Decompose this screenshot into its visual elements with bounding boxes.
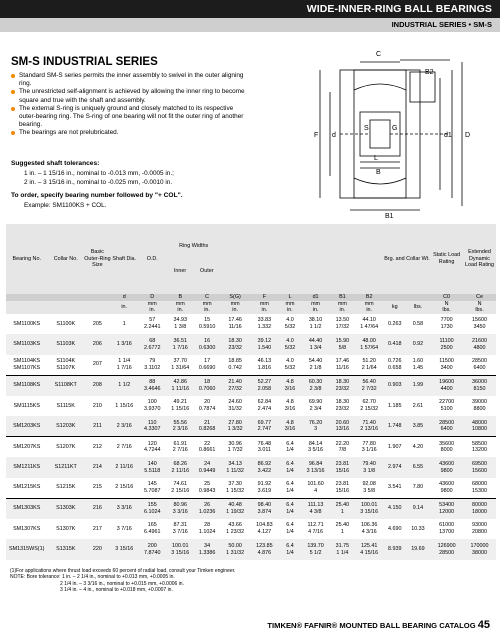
cell-f: 123.85 4.876 — [250, 539, 279, 560]
cell-s: 30.96 1 7/32 — [221, 437, 250, 458]
cell-d: 57 2.2441 — [144, 317, 161, 331]
cell-static: 43600 9800 — [430, 457, 463, 478]
cell-l: 6.4 1/4 — [279, 437, 301, 458]
cell-d1: 44.40 1 3/4 — [301, 334, 330, 355]
label-s: S — [364, 125, 369, 132]
cell-dynamic: 15600 3450 — [472, 317, 488, 331]
label-d1: d1 — [444, 132, 452, 139]
cell-b: 37.70 1 31/64 — [171, 358, 190, 371]
cell-f: 69.77 2.747 — [250, 416, 279, 437]
cell-bearing: SM1104KS SM1107KS — [13, 358, 41, 371]
cell-d: 155 6.1024 — [138, 498, 167, 519]
table-row — [6, 396, 496, 417]
cell-f: 91.92 3.619 — [257, 481, 272, 494]
feature-item: The unrestricted self-alignment is achieved by allowing the inner ring to become square and true with the shaft and assembly. — [11, 88, 246, 104]
col-static: Static Load Rating — [430, 224, 463, 294]
col-weight: Brg. and Collar Wt. — [384, 224, 430, 294]
feature-item: The bearings are not prelubricated. — [11, 129, 246, 137]
cell-f: 86.92 3.422 — [250, 457, 279, 478]
table-row — [6, 375, 496, 396]
header-bar — [0, 0, 500, 18]
cell-b2: 71.40 2 13/16 — [355, 416, 384, 437]
cell-bearing: SM1215KS — [13, 484, 41, 491]
cell-s: 50.00 1 31/32 — [221, 539, 250, 560]
ordering-heading: To order, specify bearing number followed by "+ COL". — [11, 192, 183, 199]
cell-b1: 23.81 15/16 — [330, 457, 354, 478]
cell-d1: 76.20 3 — [301, 416, 330, 437]
cell-dynamic: 170000 38000 — [463, 539, 496, 560]
cell-kg: 4.150 — [384, 498, 406, 519]
table-row — [6, 539, 496, 560]
bullet-icon — [11, 90, 15, 94]
cell-d1: 84.14 3 5/16 — [301, 437, 330, 458]
cell-d1: 96.84 3 13/16 — [301, 457, 330, 478]
col-dynamic: Extended Dynamic Load Rating — [463, 224, 496, 294]
feature-item: The external S-ring is uniquely ground and closely matched to its respective outer-bearing ring. The S-ring of one bearing will not fit the outer ring of another bearing. — [11, 105, 246, 130]
subheader-bar — [0, 18, 500, 32]
cell-b1: 13.50 17/32 — [335, 317, 350, 331]
bullet-icon — [11, 74, 15, 78]
cell-c: 22 0.8661 — [194, 437, 221, 458]
cell-b2: 48.00 1 57/64 — [355, 334, 384, 355]
cell-kg: 8.939 — [384, 539, 406, 560]
cell-c: 15 0.5910 — [198, 317, 216, 331]
cell-size: 212 — [84, 437, 111, 458]
cell-collar: S1315K — [47, 539, 84, 560]
label-d: d — [332, 132, 336, 139]
cell-s: 24.60 31/32 — [228, 399, 242, 413]
col-od: O.D. — [138, 224, 167, 294]
cell-shaft: 1 3/16 — [111, 334, 138, 355]
cell-size: 216 — [84, 498, 111, 519]
cell-collar: S1108KT — [47, 375, 84, 396]
cell-b1: 18.30 23/32 — [330, 375, 354, 396]
cell-l: 4.8 3/16 — [284, 399, 296, 413]
page-footer: TIMKEN® FAFNIR® MOUNTED BALL BEARING CATALOG 45 — [267, 619, 490, 631]
cell-d: 165 6.4961 — [144, 522, 161, 536]
feature-list — [11, 72, 246, 138]
cell-collar: S1303K — [47, 498, 84, 519]
cell-size: 205 — [92, 320, 102, 327]
cell-dynamic: 36000 8150 — [463, 375, 496, 396]
cell-shaft: 3 15/16 — [111, 539, 138, 560]
cell-shaft: 1 1/4 1 7/16 — [116, 358, 132, 371]
cell-d1: 60.30 2 3/8 — [301, 375, 330, 396]
bullet-icon — [11, 107, 15, 111]
cell-d: 145 5.7087 — [144, 481, 161, 494]
col-shaft: Shaft Dia. — [111, 224, 138, 294]
cell-kg: 2.974 — [384, 457, 406, 478]
cell-static: 43600 9800 — [439, 481, 455, 494]
cell-bearing: SM1211KS — [6, 457, 47, 478]
cell-dynamic: 69500 15600 — [463, 457, 496, 478]
cell-f: 62.84 2.474 — [257, 399, 272, 413]
cell-shaft: 3 7/16 — [116, 525, 132, 532]
cell-b: 42.86 1 11/16 — [167, 375, 194, 396]
cell-f: 46.13 1.816 — [257, 358, 272, 371]
cell-lbs: 9.14 — [406, 498, 430, 519]
cell-kg: 0.903 — [384, 375, 406, 396]
cell-b1: 20.60 13/16 — [330, 416, 354, 437]
label-b: B — [376, 169, 381, 176]
section-title: WIDE-INNER-RING BALL BEARINGS — [306, 3, 492, 15]
cell-lbs: 4.20 — [406, 437, 430, 458]
cell-bearing: SM1203KS — [6, 416, 47, 437]
label-b2: B2 — [425, 69, 434, 76]
cell-b: 49.21 1 15/16 — [171, 399, 190, 413]
label-b1: B1 — [385, 213, 394, 220]
cell-kg: 1.907 — [384, 437, 406, 458]
cell-b2: 100.01 3 15/16 — [355, 498, 384, 519]
cell-d1: 112.71 4 7/16 — [307, 522, 324, 536]
cell-collar: S1215K — [56, 484, 76, 491]
cell-b2: 44.10 1 47/64 — [360, 317, 379, 331]
table-row — [6, 498, 496, 519]
cell-size: 211 — [84, 416, 111, 437]
tolerance-line: 1 in. – 1 15/16 in., nominal to -0.013 mm, -0.0005 in.; — [24, 170, 174, 177]
cell-s: 18.85 0.742 — [228, 358, 242, 371]
cell-b2: 106.36 4 3/16 — [360, 522, 378, 536]
cell-lbs: 3.85 — [406, 416, 430, 437]
cell-size: 208 — [84, 375, 111, 396]
cell-b1: 18.30 23/32 — [335, 399, 350, 413]
cell-lbs: 2.61 — [412, 402, 424, 409]
cell-dynamic: 93000 20800 — [472, 522, 488, 536]
bearing-cross-section-diagram — [290, 42, 495, 220]
cell-l: 4.8 3/16 — [279, 375, 301, 396]
cell-bearing: SM1315WS(1) — [6, 539, 47, 560]
cell-dynamic: 80000 18000 — [463, 498, 496, 519]
cell-collar: S1115K — [56, 402, 75, 409]
tolerance-heading: Suggested shaft tolerances: — [11, 160, 100, 167]
cell-bearing: SM1307KS — [13, 525, 41, 532]
page-title: SM-S INDUSTRIAL SERIES — [11, 56, 158, 68]
cell-size: 210 — [92, 402, 102, 409]
bearing-table: Bearing No. Collar No. Basic Outer-Ring Size Shaft Dia. O.D. Ring Widths Inner Outer Brg. and Collar Wt. Static Load Rating Extended Dynamic Load Rating d D B C S(G) F L d1 B1 B2 C0 Ce in. mm in. mm in. mm in. mm in. mm in. mm in. mm in. mm in. mm in. kg lbs. N lbs. N lbs. SM1100KS S1100K 205 1 57 2.2441 34.93 1 3/8 15 0.5910 17.46 11/16 33.83 1.332 4.0 5/32 38.10 1 1/2 13.50 17/32 44.10 1 47/64 0.263 0.58 7700 1730 15600 3450 SM1103KS S1103K 206 1 3/16 68 2.6772 36.51 1 7/16 16 0.6300 18.30 23/32 39.12 1.540 4.0 5/32 44.40 1 3/4 15.90 5/8 48.00 1 57/64 0.418 0.92 11100 2500 21600 4800 SM1104KS SM1107KS S1104K S1107K 207 1 1/4 1 7/16 79 3.1102 37.70 1 31/64 17 0.6690 18.85 0.742 46.13 1.816 4.0 5/32 54.40 2 1/8 17.46 11/16 51.20 2 1/64 0.726 0.658 1.60 1.45 11500 3400 28500 6400 SM1108KS S1108KT 208 1 1/2 88 3.4646 42.86 1 11/16 18 0.7060 21.40 27/32 52.27 2.058 4.8 3/16 60.30 2 3/8 18.30 23/32 56.40 2 7/32 0.903 1.99 19600 4400 36000 8150 SM1115KS S1115K 210 1 15/16 100 3.9370 49.21 1 15/16 20 0.7874 24.60 31/32 62.84 2.474 4.8 3/16 69.90 2 3/4 18.30 23/32 62.70 2 15/32 1.185 2.61 22700 5100 39000 8800 SM1203KS S1203K 211 2 3/16 110 4.3307 55.56 2 3/16 21 0.8268 27.80 1 3/32 69.77 2.747 4.8 3/16 76.20 3 20.60 13/16 71.40 2 13/16 1.748 3.85 28500 6400 48000 10800 SM1207KS S1207K 212 2 7/16 120 4.7244 61.91 2 7/16 22 0.8661 30.96 1 7/32 76.48 3.011 6.4 1/4 84.14 3 5/16 22.20 7/8 77.80 3 1/16 1.907 4.20 35600 8000 58500 13200 SM1211KS S1211KT 214 2 11/16 140 5.5118 68.26 2 11/16 24 0.9449 34.13 1 11/32 86.92 3.422 6.4 1/4 96.84 3 13/16 23.81 15/16 79.40 3 1/8 2.974 6.55 43600 9800 69500 15600 SM1215KS S1215K 215 2 15/16 145 5.7087 74.61 2 15/16 25 0.9843 37.30 1 15/32 91.92 3.619 6.4 1/4 101.60 4 23.81 15/16 92.08 3 5/8 3.541 7.80 43600 9800 68000 15300 SM1303KS S1303K 216 3 3/16 155 6.1024 80.96 3 3/16 26 1.0236 40.48 1 19/32 98.40 3.874 6.4 1/4 111.13 4 3/8 25.40 1 100.01 3 15/16 4.150 9.14 53400 12000 80000 18000 SM1307KS S1307K 217 3 7/16 165 6.4961 87.31 3 7/16 28 1.1024 43.66 1 23/32 104.83 4.127 6.4 1/4 112.71 4 7/16 25.40 1 106.36 4 3/16 4.690 10.33 61000 13700 93000 20800 SM1315WS(1) S1315K 220 3 15/16 200 7.8740 100.01 3 15/16 34 1.3386 50.00 1 31/32 123.85 4.876 6.4 1/4 139.70 5 1/2 31.75 1 1/4 125.41 4 15/16 8.939 19.69 126900 28500 170000 38000 — [6, 224, 496, 560]
cell-d1: 69.90 2 3/4 — [308, 399, 323, 413]
cell-l: 6.4 1/4 — [286, 522, 294, 536]
feature-item: Standard SM-S series permits the inner assembly to swivel in the outer aligning ring. — [11, 72, 246, 88]
cell-l: 6.4 1/4 — [279, 498, 301, 519]
cell-s: 40.48 1 19/32 — [221, 498, 250, 519]
subsection-title: INDUSTRIAL SERIES • SM-S — [391, 20, 492, 29]
cell-kg: 3.541 — [388, 484, 402, 491]
cell-f: 76.48 3.011 — [250, 437, 279, 458]
cell-size: 214 — [84, 457, 111, 478]
cell-f: 33.83 1.332 — [257, 317, 272, 331]
cell-bearing: SM1100KS — [13, 320, 41, 327]
cell-d1: 139.70 5 1/2 — [301, 539, 330, 560]
cell-c: 18 0.7060 — [194, 375, 221, 396]
cell-kg: 0.726 0.658 — [388, 358, 402, 371]
cell-dynamic: 39000 8800 — [472, 399, 488, 413]
cell-bearing: SM1207KS — [6, 437, 47, 458]
cell-b2: 62.70 2 15/32 — [360, 399, 379, 413]
cell-l: 6.4 1/4 — [286, 481, 294, 494]
cell-kg: 1.185 — [388, 402, 402, 409]
cell-kg: 0.418 — [384, 334, 406, 355]
table-row — [6, 314, 496, 335]
table-row — [6, 355, 496, 376]
cell-bearing: SM1108KS — [6, 375, 47, 396]
cell-size: 206 — [84, 334, 111, 355]
cell-b1: 25.40 1 — [335, 522, 350, 536]
cell-size: 217 — [92, 525, 102, 532]
cell-b: 68.26 2 11/16 — [167, 457, 194, 478]
col-dims-blank — [221, 224, 384, 294]
cell-shaft: 2 15/16 — [115, 484, 134, 491]
cell-s: 21.40 27/32 — [221, 375, 250, 396]
cell-b: 87.31 3 7/16 — [172, 522, 188, 536]
cell-l: 4.0 5/32 — [284, 358, 296, 371]
cell-d1: 111.13 4 3/8 — [301, 498, 330, 519]
table-row — [6, 416, 496, 437]
cell-d: 120 4.7244 — [138, 437, 167, 458]
cell-lbs: 7.80 — [412, 484, 424, 491]
cell-c: 24 0.9449 — [194, 457, 221, 478]
cell-b: 100.01 3 15/16 — [167, 539, 194, 560]
cell-b1: 22.20 7/8 — [330, 437, 354, 458]
cell-collar: S1307K — [56, 525, 76, 532]
cell-s: 17.46 11/16 — [228, 317, 242, 331]
cell-c: 21 0.8268 — [194, 416, 221, 437]
col-collar: Collar No. — [47, 224, 84, 294]
cell-lbs: 0.92 — [406, 334, 430, 355]
cell-kg: 4.690 — [388, 525, 402, 532]
cell-b1: 31.75 1 1/4 — [330, 539, 354, 560]
cell-f: 98.40 3.874 — [250, 498, 279, 519]
cell-b1: 17.46 11/16 — [335, 358, 350, 371]
cell-d: 110 4.3307 — [138, 416, 167, 437]
table-row — [6, 478, 496, 499]
cell-b1: 15.90 5/8 — [330, 334, 354, 355]
cell-c: 17 0.6690 — [198, 358, 216, 371]
cell-b: 80.96 3 3/16 — [167, 498, 194, 519]
ordering-example: Example: SM1100KS + COL. — [24, 202, 107, 209]
cell-b: 61.91 2 7/16 — [167, 437, 194, 458]
cell-b: 34.93 1 3/8 — [173, 317, 188, 331]
cell-f: 104.83 4.127 — [256, 522, 273, 536]
cell-collar: S1211KT — [47, 457, 84, 478]
cell-l: 4.0 5/32 — [279, 334, 301, 355]
cell-c: 28 1.1024 — [198, 522, 216, 536]
cell-f: 52.27 2.058 — [250, 375, 279, 396]
cell-collar: S1203K — [47, 416, 84, 437]
cell-shaft: 1 15/16 — [115, 402, 134, 409]
cell-d: 140 5.5118 — [138, 457, 167, 478]
table-row — [6, 457, 496, 478]
cell-collar: S1103K — [47, 334, 84, 355]
cell-static: 35600 8000 — [430, 437, 463, 458]
cell-collar: S1100K — [56, 320, 76, 327]
cell-static: 11100 2500 — [430, 334, 463, 355]
cell-shaft: 2 11/16 — [111, 457, 138, 478]
cell-static: 126900 28500 — [430, 539, 463, 560]
cell-size: 215 — [92, 484, 102, 491]
cell-c: 16 0.6300 — [194, 334, 221, 355]
tolerance-line: 2 in. – 3 15/16 in., nominal to -0.025 mm, -0.0010 in. — [24, 179, 173, 186]
label-c: C — [376, 51, 382, 58]
cell-collar: S1207K — [47, 437, 84, 458]
cell-kg: 0.263 — [388, 320, 402, 327]
cell-bearing: SM1103KS — [6, 334, 47, 355]
cell-bearing: SM1303KS — [6, 498, 47, 519]
page-number: 45 — [477, 619, 490, 631]
cell-d1: 54.40 2 1/8 — [308, 358, 323, 371]
cell-static: 61000 13700 — [439, 522, 455, 536]
cell-dynamic: 21600 4800 — [463, 334, 496, 355]
cell-collar: S1104K S1107K — [56, 358, 76, 371]
cell-static: 53400 12000 — [430, 498, 463, 519]
label-D: D — [465, 132, 471, 139]
label-l: L — [374, 155, 378, 162]
cell-static: 22700 5100 — [439, 399, 455, 413]
cell-lbs: 6.55 — [406, 457, 430, 478]
cell-c: 25 0.9843 — [198, 481, 216, 494]
cell-c: 20 0.7874 — [198, 399, 216, 413]
cell-static: 7700 1730 — [440, 317, 453, 331]
cell-dynamic: 58500 13200 — [463, 437, 496, 458]
cell-lbs: 1.99 — [406, 375, 430, 396]
cell-bearing: SM1115KS — [13, 402, 40, 409]
cell-static: 11500 3400 — [439, 358, 454, 371]
cell-d: 88 3.4646 — [138, 375, 167, 396]
cell-b2: 125.41 4 15/16 — [355, 539, 384, 560]
cell-shaft: 3 3/16 — [111, 498, 138, 519]
cell-b1: 25.40 1 — [330, 498, 354, 519]
table-row — [6, 437, 496, 458]
cell-dynamic: 48000 10800 — [463, 416, 496, 437]
cell-b2: 77.80 3 1/16 — [355, 437, 384, 458]
cell-dynamic: 28500 6400 — [472, 358, 488, 371]
cell-b: 55.56 2 3/16 — [167, 416, 194, 437]
cell-static: 19600 4400 — [430, 375, 463, 396]
label-g: G — [392, 125, 398, 132]
col-bearing: Bearing No. — [6, 224, 47, 294]
col-ringwidths: Ring Widths Inner Outer — [167, 224, 221, 294]
cell-b2: 92.08 3 5/8 — [362, 481, 376, 494]
cell-f: 39.12 1.540 — [250, 334, 279, 355]
cell-s: 27.80 1 3/32 — [221, 416, 250, 437]
cell-shaft: 1 — [122, 320, 126, 327]
cell-c: 26 1.0236 — [194, 498, 221, 519]
cell-d1: 101.60 4 — [307, 481, 324, 494]
cell-size: 220 — [84, 539, 111, 560]
cell-dynamic: 68000 15300 — [472, 481, 488, 494]
cell-s: 37.30 1 15/32 — [226, 481, 245, 494]
cell-d: 100 3.9370 — [144, 399, 161, 413]
cell-s: 34.13 1 11/32 — [221, 457, 250, 478]
cell-s: 43.66 1 23/32 — [226, 522, 245, 536]
cell-static: 28500 6400 — [430, 416, 463, 437]
cell-shaft: 2 7/16 — [111, 437, 138, 458]
cell-b1: 23.81 15/16 — [335, 481, 350, 494]
cell-shaft: 2 3/16 — [111, 416, 138, 437]
cell-s: 18.30 23/32 — [221, 334, 250, 355]
cell-b2: 51.20 2 1/64 — [361, 358, 377, 371]
cell-b2: 79.40 3 1/8 — [355, 457, 384, 478]
cell-b: 74.61 2 15/16 — [171, 481, 190, 494]
cell-lbs: 0.58 — [412, 320, 424, 327]
cell-d: 68 2.6772 — [138, 334, 167, 355]
cell-d1: 38.10 1 1/2 — [308, 317, 323, 331]
label-f: F — [314, 132, 319, 139]
cell-b2: 56.40 2 7/32 — [355, 375, 384, 396]
cell-lbs: 10.33 — [411, 525, 425, 532]
cell-l: 6.4 1/4 — [279, 457, 301, 478]
bullet-icon — [11, 131, 15, 135]
footnote: (1)For applications where thrust load exceeds 60 percent of radial load, consult your Timken engineer. NOTE: Bore tolerance: 1 in. – 2 1/4 in., nominal to +0.013 mm, +0.0005 in. 2 1/4 in. – 3 3/16 in., nominal to +0.015 mm, +0.0006 in. 3 1/4 in. – 4 in., nominal to +0.018 mm, +0.0007 in. — [10, 568, 236, 593]
cell-c: 34 1.3386 — [194, 539, 221, 560]
cell-d: 79 3.1102 — [144, 358, 161, 371]
cell-b: 36.51 1 7/16 — [167, 334, 194, 355]
cell-size: 207 — [92, 361, 102, 368]
table-row — [6, 519, 496, 540]
cell-lbs: 19.69 — [406, 539, 430, 560]
cell-shaft: 1 1/2 — [111, 375, 138, 396]
cell-d: 200 7.8740 — [138, 539, 167, 560]
table-row — [6, 334, 496, 355]
cell-l: 6.4 1/4 — [279, 539, 301, 560]
col-basic: Basic Outer-Ring Size — [84, 224, 111, 294]
cell-lbs: 1.60 1.45 — [412, 358, 424, 371]
cell-l: 4.0 5/32 — [284, 317, 296, 331]
cell-l: 4.8 3/16 — [279, 416, 301, 437]
cell-kg: 1.748 — [384, 416, 406, 437]
